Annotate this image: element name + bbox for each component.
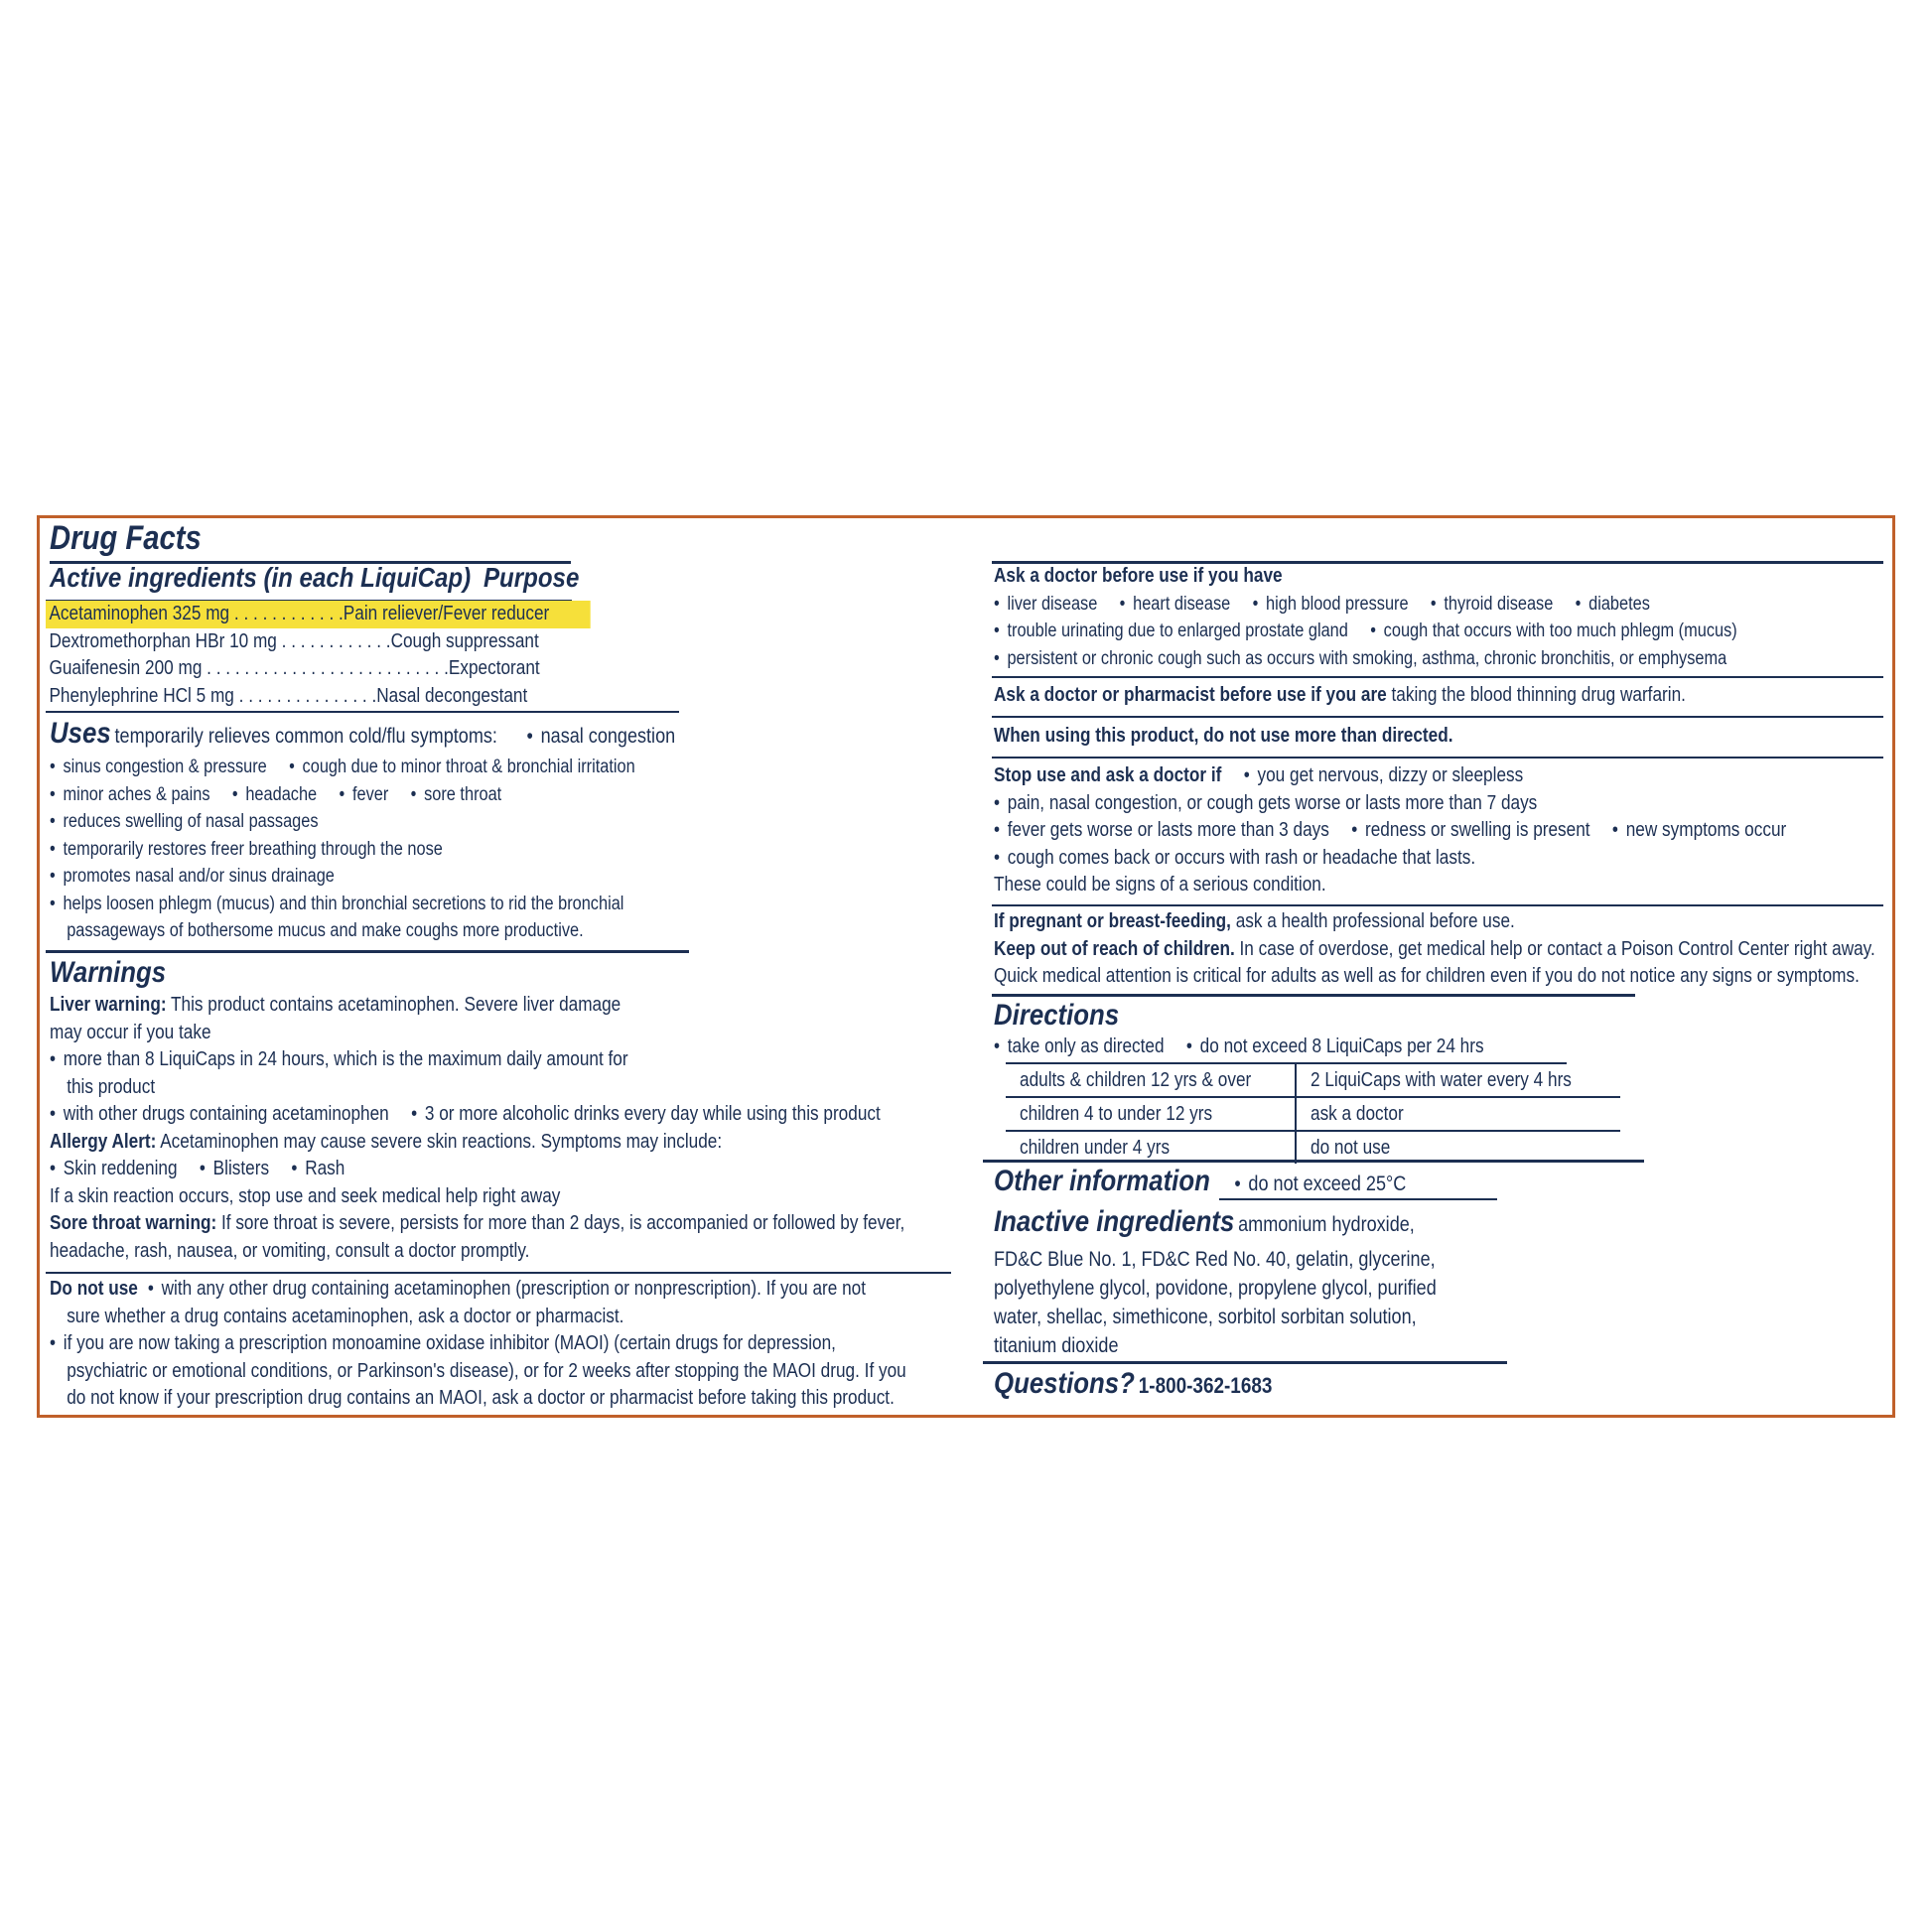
liver-line — [50, 1101, 904, 1129]
ask-bullet: • trouble urinating due to enlarged prostate gland — [994, 621, 1348, 641]
uses-bullet: • cough due to minor throat & bronchial irritation — [289, 757, 635, 777]
keep-out-text: In case of overdose, get medical help or contact a Poison Control Center right away. — [1239, 937, 1875, 960]
active-bottom-rule — [46, 711, 679, 713]
ingredient-name: Dextromethorphan HBr 10 mg — [49, 629, 277, 652]
stop-use-line — [994, 762, 1786, 790]
ask-bullet: • diabetes — [1576, 594, 1650, 615]
uses-intro: temporarily relieves common cold/flu symptoms: — [114, 725, 497, 748]
ingredient-purpose: Nasal decongestant — [376, 684, 528, 707]
stop-use-line — [994, 817, 1786, 845]
table-row — [1006, 1097, 1620, 1131]
ask-bullet: • cough that occurs with too much phlegm (mucus) — [1370, 621, 1736, 641]
allergy-bullet: • Blisters — [200, 1158, 269, 1179]
keep-out-line — [994, 936, 1875, 964]
liver-text-2: may occur if you take — [50, 1021, 211, 1043]
ingredient-purpose: Cough suppressant — [390, 629, 539, 652]
left-column — [50, 518, 963, 558]
ask-bullet: • high blood pressure — [1253, 594, 1409, 615]
active-row — [46, 601, 591, 628]
other-info-rule — [1219, 1198, 1497, 1200]
drug-facts-title: Drug Facts — [50, 519, 202, 557]
pregnancy-text: ask a health professional before use. — [1235, 910, 1515, 932]
ask-doctor-line — [994, 618, 1737, 645]
ask-pharmacist-label: Ask a doctor or pharmacist before use if you are — [994, 684, 1387, 706]
liver-label: Liver warning: — [50, 994, 167, 1016]
directions-bullet: • take only as directed — [994, 1035, 1165, 1057]
leader-dots: . . . . . . . . . . . . — [276, 629, 391, 652]
ask-pharmacist-line — [994, 682, 1686, 710]
warnings-section — [50, 954, 1044, 1265]
when-using-text: When using this product, do not use more than directed. — [994, 725, 1453, 747]
inactive-text: titanium dioxide — [994, 1334, 1119, 1357]
inactive-text: ammonium hydroxide, — [1238, 1213, 1415, 1236]
sore-throat-warning — [50, 1210, 904, 1238]
liver-bullet: • 3 or more alcoholic drinks every day while using this product — [411, 1103, 881, 1125]
liver-bullet: • more than 8 LiquiCaps in 24 hours, which is the maximum daily amount for — [50, 1046, 904, 1074]
ingredient-purpose: Pain reliever/Fever reducer — [343, 603, 550, 624]
pregnancy-section — [994, 908, 1932, 991]
uses-section — [50, 717, 777, 945]
inactive-rule — [983, 1361, 1507, 1364]
age-cell: children 4 to under 12 yrs — [1020, 1102, 1213, 1125]
inactive-heading: Inactive ingredients — [994, 1205, 1235, 1238]
ingredient-purpose: Expectorant — [448, 657, 540, 679]
right-rule-1 — [992, 676, 1883, 678]
age-cell: children under 4 yrs — [1020, 1136, 1171, 1159]
uses-line — [50, 781, 675, 809]
liver-continuation: this product — [67, 1075, 156, 1098]
other-info-bullet: • do not exceed 25°C — [1234, 1173, 1406, 1195]
ask-bullet: • liver disease — [994, 594, 1097, 615]
uses-bullet: • promotes nasal and/or sinus drainage — [50, 863, 675, 891]
keep-out-text-2: Quick medical attention is critical for adults as well as for children even if you do not notice any signs or symptoms. — [994, 965, 1860, 987]
directions-heading: Directions — [994, 999, 1120, 1032]
directions-bullet: • do not exceed 8 LiquiCaps per 24 hrs — [1186, 1035, 1484, 1057]
questions-phone: 1-800-362-1683 — [1138, 1373, 1273, 1398]
directions-rule — [983, 1160, 1644, 1163]
stop-bullet: • you get nervous, dizzy or sleepless — [1244, 764, 1523, 786]
allergy-line — [50, 1156, 904, 1183]
stop-use-section — [994, 762, 1915, 899]
allergy-after: If a skin reaction occurs, stop use and seek medical help right away — [50, 1184, 561, 1207]
active-heading: Active ingredients (in each LiquiCap) — [50, 562, 472, 593]
do-not-use-bullet: • with any other drug containing acetaminophen (prescription or nonprescription). If you are not — [148, 1278, 866, 1300]
uses-bullet: • fever — [339, 784, 388, 805]
liver-warning — [50, 992, 904, 1020]
right-rule-4 — [992, 904, 1883, 906]
stop-bullet: • cough comes back or occurs with rash or headache that lasts. — [994, 845, 1786, 873]
ask-pharmacist-text: taking the blood thinning drug warfarin. — [1391, 684, 1686, 706]
active-row — [46, 683, 591, 711]
uses-bullet: • nasal congestion — [527, 725, 676, 748]
ask-pharmacist-section — [994, 682, 1798, 710]
do-not-use-continuation: sure whether a drug contains acetaminophen, ask a doctor or pharmacist. — [67, 1305, 624, 1327]
ingredient-name: Acetaminophen 325 mg — [49, 603, 230, 624]
leader-dots: . . . . . . . . . . . . . . . — [233, 684, 377, 707]
liver-text: This product contains acetaminophen. Severe liver damage — [171, 994, 621, 1016]
uses-bullet: • sinus congestion & pressure — [50, 757, 267, 777]
pregnancy-line — [994, 908, 1875, 936]
ask-bullet: • persistent or chronic cough such as occurs with smoking, asthma, chronic bronchitis, or emphysema — [994, 645, 1737, 673]
warnings-rule — [46, 1272, 951, 1274]
warnings-heading: Warnings — [50, 956, 167, 989]
directions-section — [994, 998, 1564, 1061]
stop-bullet: • pain, nasal congestion, or cough gets worse or lasts more than 7 days — [994, 790, 1786, 818]
questions-heading: Questions? — [994, 1367, 1135, 1400]
do-not-use-section — [50, 1276, 1045, 1413]
uses-line — [50, 754, 675, 781]
table-row — [1006, 1064, 1620, 1097]
stop-after: These could be signs of a serious condition. — [994, 874, 1326, 896]
do-not-use-continuation: do not know if your prescription drug contains an MAOI, ask a doctor or pharmacist before taking this product. — [67, 1387, 895, 1409]
ask-doctor-line — [994, 591, 1737, 619]
sore-text-2: headache, rash, nausea, or vomiting, consult a doctor promptly. — [50, 1239, 530, 1262]
allergy-alert — [50, 1129, 904, 1157]
inactive-text: FD&C Blue No. 1, FD&C Red No. 40, gelatin, glycerine, — [994, 1248, 1436, 1271]
age-cell: adults & children 12 yrs & over — [1020, 1068, 1252, 1091]
inactive-text: polyethylene glycol, povidone, propylene glycol, purified — [994, 1277, 1437, 1300]
uses-rule — [46, 950, 689, 953]
dose-cell: do not use — [1311, 1136, 1391, 1159]
uses-bullet: • reduces swelling of nasal passages — [50, 808, 675, 836]
dose-cell: ask a doctor — [1311, 1102, 1404, 1125]
uses-continuation: passageways of bothersome mucus and make coughs more productive. — [67, 920, 584, 941]
stop-bullet: • redness or swelling is present — [1351, 819, 1589, 841]
right-rule-5 — [992, 994, 1635, 997]
leader-dots: . . . . . . . . . . . . — [229, 603, 344, 624]
directions-line — [994, 1034, 1484, 1061]
ask-doctor-section — [994, 563, 1859, 672]
uses-heading: Uses — [50, 717, 111, 750]
sore-label: Sore throat warning: — [50, 1212, 217, 1234]
liver-bullet: • with other drugs containing acetaminophen — [50, 1103, 389, 1125]
ingredient-name: Guaifenesin 200 mg — [49, 657, 203, 679]
do-not-use-continuation: psychiatric or emotional conditions, or Parkinson's disease), or for 2 weeks after stopping the MAOI drug. If you — [67, 1359, 906, 1382]
leader-dots: . . . . . . . . . . . . . . . . . . . . . . . . . . — [202, 657, 449, 679]
uses-bullet: • helps loosen phlegm (mucus) and thin bronchial secretions to rid the bronchial — [50, 891, 675, 918]
uses-bullet: • minor aches & pains — [50, 784, 210, 805]
active-ingredients-header — [50, 562, 580, 594]
right-rule-3 — [992, 757, 1883, 759]
uses-bullet: • temporarily restores freer breathing through the nose — [50, 836, 675, 864]
do-not-use-bullet: • if you are now taking a prescription monoamine oxidase inhibitor (MAOI) (certain drugs for depression, — [50, 1330, 906, 1358]
inactive-ingredients-section — [994, 1204, 1508, 1360]
ask-bullet: • heart disease — [1120, 594, 1231, 615]
active-row — [46, 628, 591, 656]
ask-doctor-heading: Ask a doctor before use if you have — [994, 565, 1283, 587]
ingredient-name: Phenylephrine HCl 5 mg — [49, 684, 234, 707]
sore-text: If sore throat is severe, persists for more than 2 days, is accompanied or followed by fever, — [220, 1212, 905, 1234]
other-info-heading: Other information — [994, 1165, 1210, 1197]
allergy-label: Allergy Alert: — [50, 1130, 157, 1153]
stop-use-label: Stop use and ask a doctor if — [994, 764, 1222, 786]
active-row — [46, 655, 591, 683]
active-rows — [46, 601, 679, 710]
questions-section — [994, 1366, 1317, 1407]
right-rule-2 — [992, 716, 1883, 718]
uses-bullet: • sore throat — [411, 784, 502, 805]
allergy-bullet: • Rash — [291, 1158, 345, 1179]
dose-cell: 2 LiquiCaps with water every 4 hrs — [1311, 1068, 1573, 1091]
ask-bullet: • thyroid disease — [1431, 594, 1553, 615]
pregnancy-label: If pregnant or breast-feeding, — [994, 910, 1231, 932]
allergy-bullet: • Skin reddening — [50, 1158, 178, 1179]
do-not-use-label: Do not use — [50, 1278, 138, 1300]
inactive-text: water, shellac, simethicone, sorbitol sorbitan solution, — [994, 1306, 1417, 1328]
uses-bullet: • headache — [232, 784, 317, 805]
keep-out-label: Keep out of reach of children. — [994, 937, 1235, 960]
allergy-text: Acetaminophen may cause severe skin reactions. Symptoms may include: — [160, 1130, 723, 1153]
directions-table — [1006, 1064, 1620, 1164]
do-not-use-line — [50, 1276, 906, 1304]
stop-bullet: • fever gets worse or lasts more than 3 days — [994, 819, 1329, 841]
stop-bullet: • new symptoms occur — [1612, 819, 1786, 841]
when-using-section — [994, 723, 1528, 751]
purpose-heading: Purpose — [483, 562, 580, 593]
